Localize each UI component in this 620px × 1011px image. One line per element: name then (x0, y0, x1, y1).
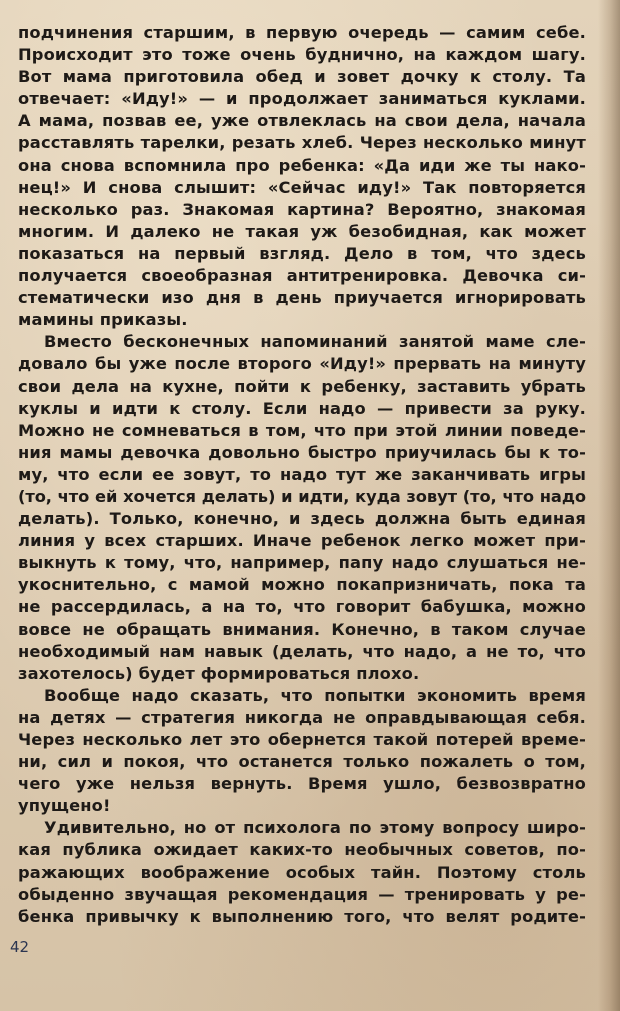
text-line: Можно не сомневаться в том, что при этой линии поведе- (18, 420, 586, 440)
text-line: выкнуть к тому, что, например, папу надо слушаться не- (18, 553, 586, 573)
text-line: Удивительно, но от психолога по этому вопросу широ- (44, 818, 586, 838)
text-line: вовсе не обращать внимания. Конечно, в таком случае (18, 619, 586, 639)
text-line: многим. И далеко не такая уж безобидная, как может (18, 221, 586, 241)
text-line: Через несколько лет это обернется такой потерей време- (18, 730, 586, 749)
text-line: делать). Только, конечно, и здесь должна быть единая (18, 509, 586, 529)
paragraph-2 (18, 331, 586, 685)
text-line: куклы и идти к столу. Если надо — привести за руку. (18, 398, 586, 418)
text-line: чего уже нельзя вернуть. Время ушло, безвозвратно (18, 774, 586, 794)
text-line: му, что если ее зовут, то надо тут же заканчивать игры (18, 464, 586, 484)
text-line: (то, что ей хочется делать) и идти, куда зовут (то, что надо (18, 486, 586, 506)
text-line: отвечает: «Иду!» — и продолжает заниматься куклами. (18, 89, 586, 109)
text-line: мамины приказы. (18, 310, 188, 330)
text-line: Вообще надо сказать, что попытки экономить время (44, 685, 586, 705)
text-line: несколько раз. Знакомая картина? Вероятно, знакомая (18, 199, 586, 219)
text-line: подчинения старшим, в первую очередь — самим себе. (18, 23, 586, 42)
text-line: захотелось) будет формироваться плохо. (18, 663, 420, 683)
text-line: бенка привычку к выполнению того, что велят родите- (18, 906, 586, 926)
text-line: Происходит это тоже очень буднично, на каждом шагу. (18, 45, 586, 65)
text-line: расставлять тарелки, резать хлеб. Через несколько минут (18, 133, 586, 153)
text-line: ния мамы девочка довольно быстро приучилась бы к то- (18, 442, 586, 462)
text-line: А мама, позвав ее, уже отвлеклась на свои дела, начала (18, 111, 586, 131)
text-line: получается своеобразная антитренировка. Девочка си- (18, 266, 586, 286)
text-line: стематически изо дня в день приучается игнорировать (18, 288, 586, 308)
text-line: на детях — стратегия никогда не оправдывающая себя. (18, 707, 586, 727)
text-line: ни, сил и покоя, что останется только пожалеть о том, (18, 752, 586, 772)
text-line: она снова вспомнила про ребенка: «Да иди же ты нако- (18, 155, 586, 175)
text-line: Вместо бесконечных напоминаний занятой маме сле- (44, 332, 586, 352)
page-number: 42 (10, 938, 30, 956)
text-line: нец!» И снова слышит: «Сейчас иду!» Так повторяется (18, 177, 586, 197)
paragraph-1 (18, 22, 586, 331)
text-line: не рассердилась, а на то, что говорит бабушка, можно (18, 597, 586, 617)
body-text (18, 22, 586, 928)
text-line: Вот мама приготовила обед и зовет дочку к столу. Та (18, 67, 586, 87)
paragraph-3 (18, 685, 586, 818)
text-line: укоснительно, с мамой можно покапризничать, пока та (18, 575, 586, 595)
text-line: ражающих воображение особых тайн. Поэтому столь (18, 862, 586, 882)
text-line: необходимый нам навык (делать, что надо, а не то, что (18, 641, 586, 661)
text-line: обыденно звучащая рекомендация — тренировать у ре- (18, 884, 586, 904)
text-line: показаться на первый взгляд. Дело в том, что здесь (18, 243, 586, 263)
text-line: свои дела на кухне, пойти к ребенку, заставить убрать (18, 376, 586, 396)
text-line: кая публика ожидает каких-то необычных советов, по- (18, 840, 586, 860)
text-line: довало бы уже после второго «Иду!» прервать на минуту (18, 354, 586, 374)
text-line: линия у всех старших. Иначе ребенок легко может при- (18, 531, 586, 551)
text-line: упущено! (18, 796, 111, 816)
paragraph-4 (18, 817, 586, 927)
binding-shadow (598, 0, 620, 1011)
